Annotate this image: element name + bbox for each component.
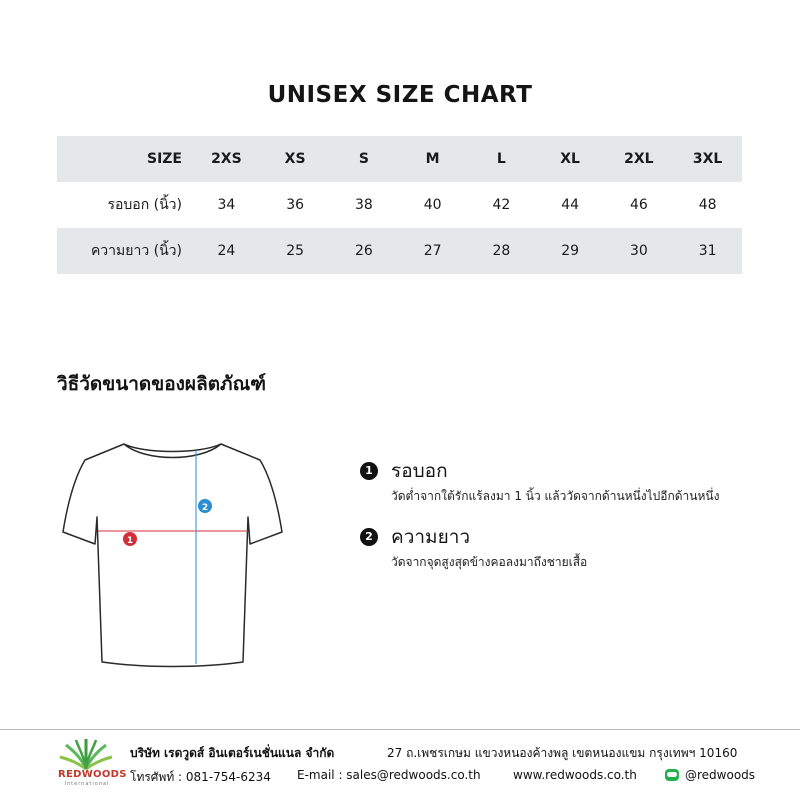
chest-value: 36	[286, 197, 305, 213]
line-id[interactable]: @redwoods	[685, 768, 756, 782]
length-marker-number: 2	[201, 503, 209, 513]
chest-value: 38	[354, 197, 373, 213]
length-value: 26	[330, 228, 399, 274]
size-table	[57, 136, 742, 274]
length-value: 31	[673, 228, 742, 274]
measure-section-title: วิธีวัดขนาดของผลิตภัณฑ์	[57, 373, 266, 395]
size-header-label: SIZE	[57, 136, 192, 182]
length-row	[57, 228, 742, 274]
tree-logo-icon	[56, 737, 116, 771]
length-value: 24	[192, 228, 261, 274]
size-col-m: M	[398, 136, 467, 182]
size-col-2xs: 2XS	[192, 136, 261, 182]
length-value: 25	[261, 228, 330, 274]
size-header-row	[57, 136, 742, 182]
chest-row-label: รอบอก (นิ้ว)	[107, 197, 182, 213]
phone-number: โทรศัพท์ : 081-754-6234	[130, 770, 271, 784]
size-col-2xl: 2XL	[605, 136, 674, 182]
chest-value: 48	[698, 197, 717, 213]
measure-item-desc: วัดจากจุดสูงสุดข้างคอลงมาถึงชายเสื้อ	[391, 555, 588, 569]
number-2-icon: 2	[360, 528, 378, 546]
length-value: 30	[605, 228, 674, 274]
chest-value: 42	[492, 197, 511, 213]
number-1-icon: 1	[360, 462, 378, 480]
chest-marker-number: 1	[126, 536, 134, 546]
footer-divider	[0, 729, 800, 730]
chest-value: 40	[423, 197, 442, 213]
email-address[interactable]: E-mail : sales@redwoods.co.th	[297, 768, 481, 782]
measure-item-title: รอบอก	[391, 460, 448, 482]
length-value: 27	[398, 228, 467, 274]
tshirt-diagram-icon	[60, 432, 285, 672]
chest-value: 46	[629, 197, 648, 213]
measure-item-desc: วัดต่ำจากใต้รักแร้ลงมา 1 นิ้ว แล้ววัดจากด้านหนึ่งไปอีกด้านหนึ่ง	[391, 489, 720, 503]
size-col-xl: XL	[536, 136, 605, 182]
size-col-s: S	[330, 136, 399, 182]
measure-item-title: ความยาว	[391, 526, 471, 548]
company-address: 27 ถ.เพชรเกษม แขวงหนองค้างพลู เขตหนองแขม กรุงเทพฯ 10160	[387, 746, 738, 760]
chest-row	[57, 182, 742, 228]
length-value: 28	[467, 228, 536, 274]
website-link[interactable]: www.redwoods.co.th	[513, 768, 637, 782]
size-col-xs: XS	[261, 136, 330, 182]
brand-name: REDWOODS	[58, 769, 127, 780]
brand-subtitle: International	[64, 781, 110, 787]
chest-value: 44	[561, 197, 580, 213]
length-value: 29	[536, 228, 605, 274]
line-app-icon	[665, 769, 679, 781]
size-col-3xl: 3XL	[673, 136, 742, 182]
length-row-label: ความยาว (นิ้ว)	[57, 228, 192, 274]
size-col-l: L	[467, 136, 536, 182]
chart-title: UNISEX SIZE CHART	[267, 82, 533, 108]
chest-value: 34	[217, 197, 236, 213]
company-name: บริษัท เรดวูดส์ อินเตอร์เนชั่นแนล จำกัด	[130, 746, 335, 760]
